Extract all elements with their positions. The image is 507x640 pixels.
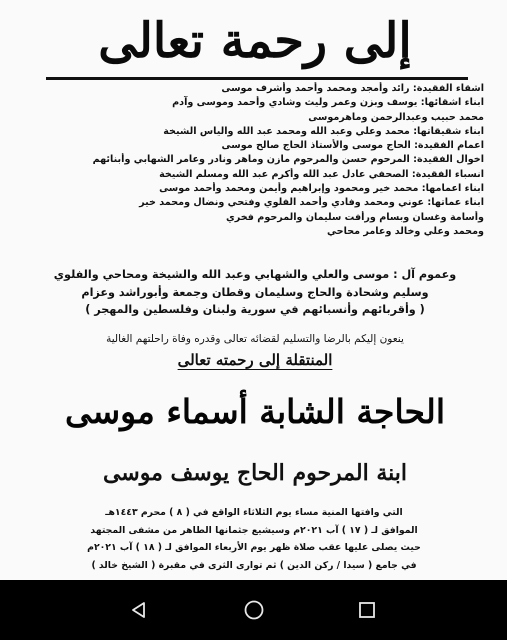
relatives-line: وأسامة وغسان وبسام ورأفت سليمان والمرحوم فخري xyxy=(226,211,484,223)
relatives-line: انسباء الفقيدة: الصحفي عادل عبد الله وأكرم عبد الله ومسلم الشيخة xyxy=(159,168,484,180)
announcement-text: ينعون إليكم بالرضا والتسليم لقضائه تعالى وقدره وفاة راحلتهم الغالية xyxy=(106,333,404,345)
relatives-line: ومحمد وعلي وخالد وعامر محاحي xyxy=(326,225,484,237)
details-line: التي وافتها المنية مساء يوم الثلاثاء الواقع في ( ٨ ) محرم ١٤٤٣هـ xyxy=(105,507,403,518)
relatives-line: ابناء اعمامها: محمد خير ومحمود وإبراهيم وأيمن ومحمد وأحمد موسى xyxy=(159,183,484,195)
relatives-line: ابناء عماتها: عوني ومحمد وفادي وأحمد الفلوي وفتحي ونضال ومحمد خير xyxy=(139,197,484,209)
heading-divider xyxy=(46,77,468,80)
relatives-line: ابناء اشقائها: يوسف وبزن وعمر وليث وشادي وأحمد وموسى وآدم xyxy=(172,97,484,109)
android-navigation-bar xyxy=(0,580,507,640)
details-line: حيث يصلى عليها عقب صلاة ظهر يوم الأربعاء الموافق لـ ( ١٨ ) آب ٢٠٢١م xyxy=(87,542,421,553)
deceased-name: الحاجة الشابة أسماء موسى xyxy=(64,392,446,431)
relatives-list xyxy=(26,82,484,239)
relatives-line: اخوال الفقيدة: المرحوم حسن والمرحوم مازن وماهر ونادر وعامر الشهابي وأبنائهم xyxy=(92,154,484,166)
transferred-text: المنتقلة إلى رحمته تعالى xyxy=(177,351,333,369)
back-icon[interactable] xyxy=(124,595,154,625)
father-name: ابنة المرحوم الحاج يوسف موسى xyxy=(102,460,408,486)
relatives-line: اعمام الفقيدة: الحاج موسى والأستاذ الحاج صالح موسى xyxy=(221,140,484,152)
families-line: وعموم آل : موسى والعلي والشهابي وعبد الله والشيخة ومحاحي والفلوي xyxy=(53,268,457,281)
home-icon[interactable] xyxy=(239,595,269,625)
relatives-line: ابناء شقيقاتها: محمد وعلي وعبد الله ومحمد عبد الله والياس الشيخة xyxy=(163,125,484,137)
funeral-details xyxy=(18,504,490,574)
families-block xyxy=(22,266,488,319)
obituary-heading: إلى رحمة تعالى xyxy=(98,13,412,69)
families-line: ( وأقربائهم وأنسبائهم في سورية ولبنان وفلسطين والمهجر ) xyxy=(85,303,425,316)
recents-icon[interactable] xyxy=(352,595,382,625)
families-line: وسليم وشحادة والحاج وسليمان وقطان وجمعة وأبوراشد وعزام xyxy=(81,285,429,299)
relatives-line: اشقاء الفقيدة: رائد وأمجد ومحمد وأحمد وأشرف موسى xyxy=(221,83,484,94)
details-line: في جامع ( سيدا / ركن الدين ) ثم توارى الثرى في مقبرة ( الشيخ خالد ) xyxy=(91,559,417,571)
relatives-line: محمد حبيب وعبدالرحمن وماهرموسى xyxy=(308,111,484,123)
details-line: الموافق لـ ( ١٧ ) آب ٢٠٢١م وسيشيع جثمانها الطاهر من مشفى المجتهد xyxy=(90,524,418,536)
